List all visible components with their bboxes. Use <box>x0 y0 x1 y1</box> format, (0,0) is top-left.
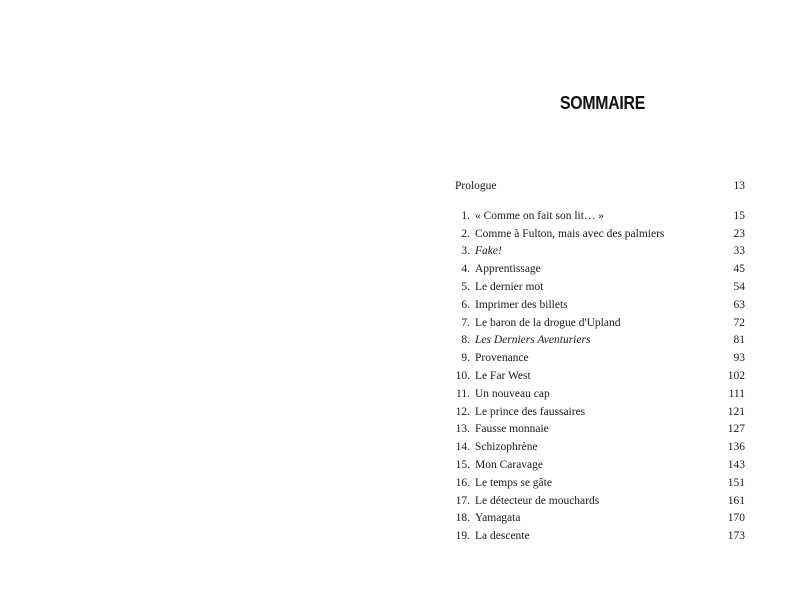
toc-entry-label: Un nouveau cap <box>475 387 550 400</box>
toc-entry <box>455 457 745 475</box>
toc-entry <box>455 332 745 350</box>
toc-entry <box>455 404 745 422</box>
toc-entry-label: Le dernier mot <box>475 280 544 293</box>
toc-entry-page: 161 <box>727 494 745 507</box>
toc-entry <box>455 208 745 226</box>
toc-entry <box>455 350 745 368</box>
toc-entry-number: 8. <box>461 334 470 347</box>
toc-entry-number: 14. <box>455 441 470 454</box>
toc-entry-label: Fake! <box>475 245 502 258</box>
toc-entry-prologue <box>455 178 745 196</box>
toc-entry-page: 63 <box>733 298 745 311</box>
toc-entry-page: 15 <box>733 209 745 222</box>
toc-entry <box>455 493 745 511</box>
toc-entry-number: 4. <box>461 263 470 276</box>
toc-entry <box>455 475 745 493</box>
toc-entry-label: Prologue <box>455 180 497 192</box>
toc-entry-label: Mon Caravage <box>475 458 544 471</box>
toc-entry-number: 10. <box>455 369 470 382</box>
toc-entry-label: La descente <box>475 530 530 543</box>
toc-entry-page: 111 <box>728 387 745 400</box>
toc-entry-number: 6. <box>461 298 470 311</box>
toc-entry-number: 5. <box>461 280 470 293</box>
toc-entry-number: 1. <box>461 209 470 222</box>
toc-entry <box>455 315 745 333</box>
toc-entry <box>455 297 745 315</box>
toc-entry-number: 19. <box>455 530 470 543</box>
toc-entry-number: 9. <box>461 352 470 365</box>
toc-entry-label: Schizophrène <box>475 441 538 454</box>
toc-entry <box>455 261 745 279</box>
toc-entry-page: 121 <box>727 405 745 418</box>
toc-entry-page: 13 <box>733 180 745 192</box>
toc-entry-label: Yamagata <box>475 512 521 525</box>
toc-entry-number: 2. <box>461 227 470 240</box>
toc-entry-label: Comme à Fulton, mais avec des palmiers <box>475 227 665 240</box>
toc-entry <box>455 386 745 404</box>
toc-entry-number: 13. <box>455 423 470 436</box>
toc-entry-label: Le prince des faussaires <box>475 405 586 418</box>
toc-entry-label: « Comme on fait son lit… » <box>475 209 605 222</box>
toc-entry-number: 17. <box>455 494 470 507</box>
page-title: SOMMAIRE <box>560 93 646 113</box>
toc-entry <box>455 528 745 546</box>
toc-entry <box>455 279 745 297</box>
toc-entry <box>455 439 745 457</box>
table-of-contents <box>455 178 745 546</box>
chapter-list <box>455 208 745 546</box>
toc-entry <box>455 510 745 528</box>
toc-entry-page: 102 <box>727 369 745 382</box>
toc-entry-label: Apprentissage <box>475 263 541 276</box>
toc-entry-number: 11. <box>456 387 470 400</box>
toc-entry-number: 18. <box>455 512 470 525</box>
toc-entry-page: 72 <box>733 316 745 329</box>
toc-entry-label: Le détecteur de mouchards <box>475 494 600 507</box>
toc-entry <box>455 421 745 439</box>
toc-entry-page: 33 <box>733 245 745 258</box>
toc-entry-page: 127 <box>727 423 745 436</box>
toc-entry-page: 45 <box>733 263 745 276</box>
toc-entry-label: Le baron de la drogue d'Upland <box>475 316 621 329</box>
toc-entry-page: 93 <box>733 352 745 365</box>
toc-entry-page: 170 <box>727 512 745 525</box>
toc-entry-number: 15. <box>455 458 470 471</box>
toc-entry-label: Le Far West <box>475 369 531 382</box>
toc-entry-number: 12. <box>455 405 470 418</box>
toc-entry-page: 173 <box>727 530 745 543</box>
toc-entry-page: 143 <box>727 458 745 471</box>
toc-entry-page: 151 <box>727 476 745 489</box>
toc-entry-number: 3. <box>461 245 470 258</box>
toc-entry-page: 54 <box>733 280 745 293</box>
toc-entry-label: Fausse monnaie <box>475 423 549 436</box>
toc-entry-page: 136 <box>727 441 745 454</box>
toc-entry-label: Imprimer des billets <box>475 298 568 311</box>
toc-entry-label: Les Derniers Aventuriers <box>475 334 591 347</box>
toc-entry <box>455 243 745 261</box>
toc-entry <box>455 368 745 386</box>
toc-entry <box>455 226 745 244</box>
toc-entry-page: 23 <box>733 227 745 240</box>
toc-entry-number: 7. <box>461 316 470 329</box>
toc-entry-number: 16. <box>455 476 470 489</box>
toc-entry-label: Le temps se gâte <box>475 476 552 489</box>
toc-entry-label: Provenance <box>475 352 529 365</box>
toc-entry-page: 81 <box>733 334 745 347</box>
